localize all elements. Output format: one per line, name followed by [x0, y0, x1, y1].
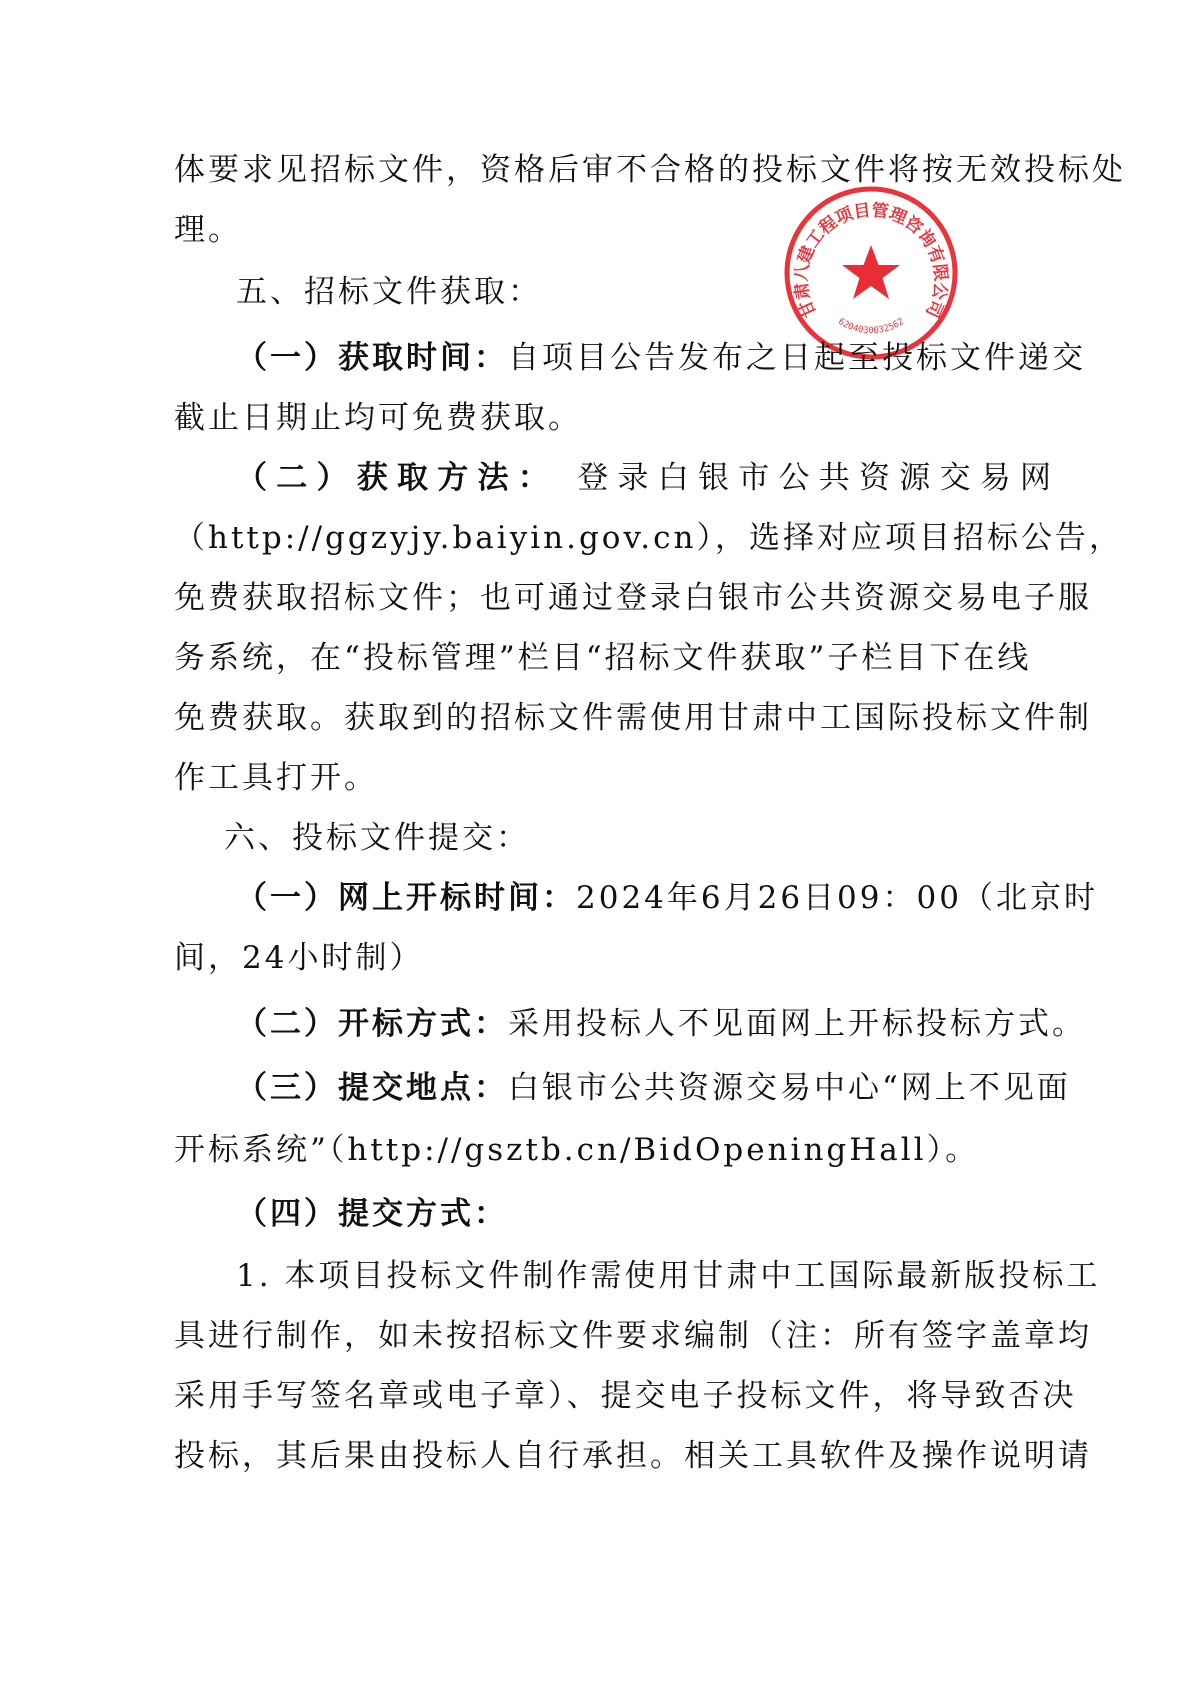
open-mode-paragraph	[236, 1004, 1116, 1044]
get-method-text: 登录白银市公共资源交易网	[577, 460, 1054, 496]
body-line-8: 免费获取。获取到的招标文件需使用甘肃中工国际投标文件制	[174, 700, 1092, 736]
place-label: （三）提交地点：	[236, 1070, 508, 1106]
body-line-4: 截止日期止均可免费获取。	[174, 400, 582, 436]
submit-mode-heading: （四）提交方式：	[236, 1196, 508, 1232]
get-time-paragraph	[236, 338, 1116, 378]
body-line-2: 理。	[174, 212, 242, 248]
body-line-15: 采用手写签名章或电子章）、提交电子投标文件，将导致否决	[174, 1378, 1077, 1414]
open-time-text: 2024年6月26日09：00（北京时	[576, 880, 1098, 916]
body-line-5: （http://ggzyjy.baiyin.gov.cn），选择对应项目招标公告，	[174, 520, 1123, 556]
get-time-text: 自项目公告发布之日起至投标文件递交	[508, 340, 1086, 376]
section-heading-five: 五、招标文件获取：	[236, 274, 542, 310]
place-paragraph	[236, 1068, 1116, 1108]
get-time-label: （一）获取时间：	[236, 340, 508, 376]
open-mode-label: （二）开标方式：	[236, 1006, 508, 1042]
open-time-label: （一）网上开标时间：	[236, 880, 576, 916]
body-line-14: 具进行制作，如未按招标文件要求编制（注：所有签字盖章均	[174, 1318, 1092, 1354]
body-line-7: 务系统，在“投标管理”栏目“招标文件获取”子栏目下在线	[174, 640, 1032, 676]
get-method-label: （二）获取方法：	[236, 460, 559, 496]
body-line-12: 开标系统”（http://gsztb.cn/BidOpeningHall）。	[174, 1132, 980, 1168]
body-line-11: 间，24小时制）	[174, 940, 424, 976]
seal-code-text: 6204030032562	[836, 316, 906, 337]
open-mode-text: 采用投标人不见面网上开标投标方式。	[508, 1006, 1086, 1042]
place-text: 白银市公共资源交易中心“网上不见面	[508, 1070, 1071, 1106]
body-line-6: 免费获取招标文件；也可通过登录白银市公共资源交易电子服	[174, 580, 1092, 616]
get-method-paragraph	[236, 458, 1054, 498]
seal-ring-text: 甘肃八建工程项目管理咨询有限公司	[791, 200, 951, 321]
open-time-paragraph	[236, 878, 1116, 918]
body-line-16: 投标，其后果由投标人自行承担。相关工具软件及操作说明请	[174, 1438, 1092, 1474]
body-line-9: 作工具打开。	[174, 760, 378, 796]
body-line-13: 1. 本项目投标文件制作需使用甘肃中工国际最新版投标工	[236, 1258, 1101, 1294]
section-heading-six: 六、投标文件提交：	[224, 820, 530, 856]
body-line-1: 体要求见招标文件，资格后审不合格的投标文件将按无效投标处	[174, 152, 1126, 188]
